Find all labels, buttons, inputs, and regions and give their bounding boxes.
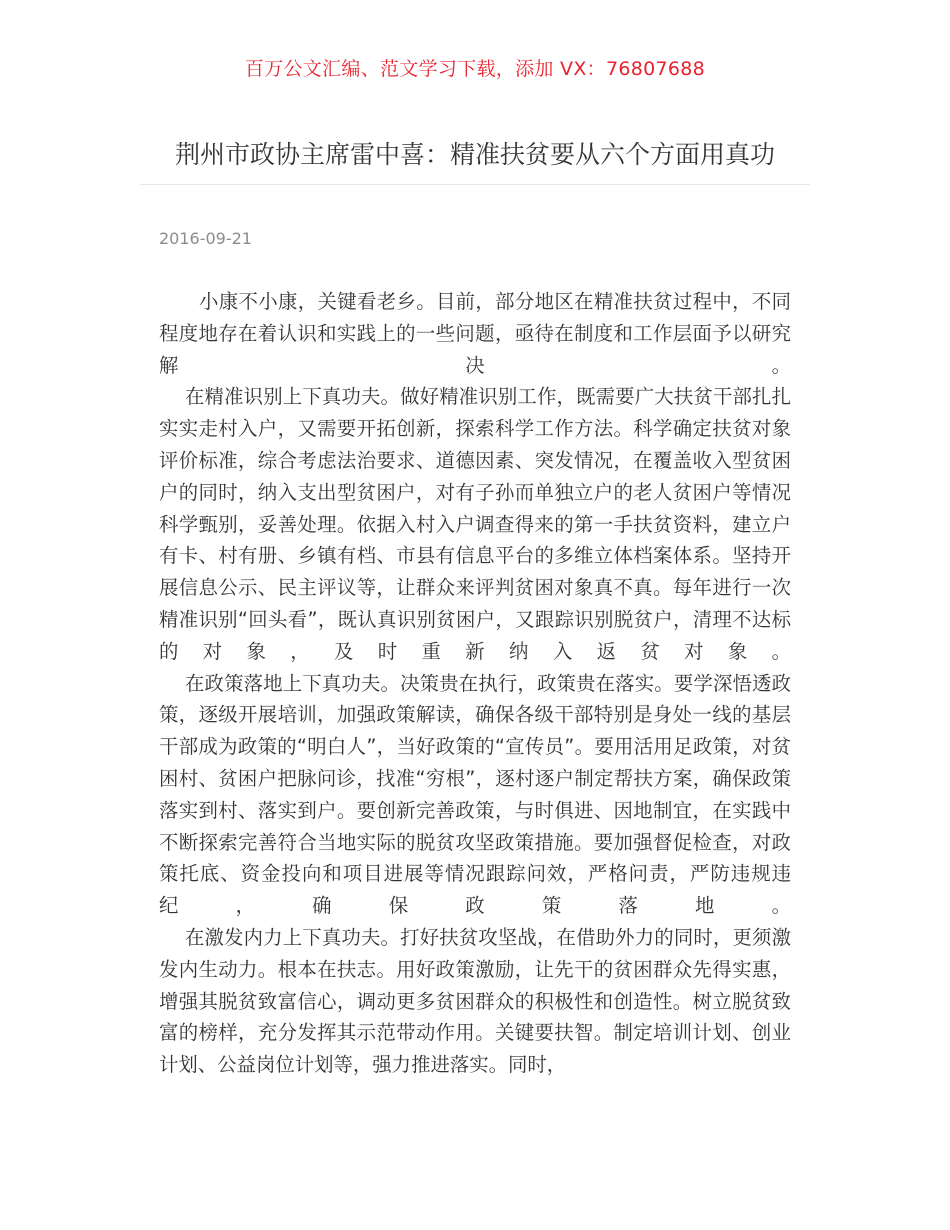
article-paragraph-policy: 在政策落地上下真功夫。决策贵在执行，政策贵在落实。要学深悟透政策，逐级开展培训，加强政策解读，确保各级干部特别是身处一线的基层干部成为政策的“明白人”，当好政策的“宣传员”。要用活用足政策，对贫困村、贫困户把脉问诊，找准“穷根”，逐村逐户制定帮扶方案，确保政策落实到村、落实到户。要创新完善政策，与时俱进、因地制宜，在实践中不断探索完善符合当地实际的脱贫攻坚政策措施。要加强督促检查，对政策托底、资金投向和项目进展等情况跟踪问效，严格问责，严防违规违纪，确保政策落地。 <box>159 671 791 918</box>
watermark-banner: 百万公文汇编、范文学习下载，添加 VX：76807688 <box>244 58 706 80</box>
article-paragraph-intro: 小康不小康，关键看老乡。目前，部分地区在精准扶贫过程中，不同程度地存在着认识和实践上的一些问题，亟待在制度和工作层面予以研究解决。 <box>159 290 791 377</box>
article-paragraph-motivation: 在激发内力上下真功夫。打好扶贫攻坚战，在借助外力的同时，更须激发内生动力。根本在扶志。用好政策激励，让先干的贫困群众先得实惠，增强其脱贫致富信心，调动更多贫困群众的积极性和创造性。树立脱贫致富的榜样，充分发挥其示范带动作用。关键要扶智。制定培训计划、创业计划、公益岗位计划等，强力推进落实。同时， <box>159 925 791 1077</box>
article-body <box>159 286 791 1081</box>
article-title: 荆州市政协主席雷中喜：精准扶贫要从六个方面用真功 <box>174 140 775 169</box>
article-paragraph-identification: 在精准识别上下真功夫。做好精准识别工作，既需要广大扶贫干部扎扎实实走村入户，又需要开拓创新，探索科学工作方法。科学确定扶贫对象评价标准，综合考虑法治要求、道德因素、突发情况，在覆盖收入型贫困户的同时，纳入支出型贫困户，对有子孙而单独立户的老人贫困户等情况科学甄别，妥善处理。依据入村入户调查得来的第一手扶贫资料，建立户有卡、村有册、乡镇有档、市县有信息平台的多维立体档案体系。坚持开展信息公示、民主评议等，让群众来评判贫困对象真不真。每年进行一次精准识别“回头看”，既认真识别贫困户，又跟踪识别脱贫户，清理不达标的对象，及时重新纳入返贫对象。 <box>159 385 791 663</box>
title-divider <box>140 184 810 185</box>
publish-date: 2016-09-21 <box>159 229 252 248</box>
